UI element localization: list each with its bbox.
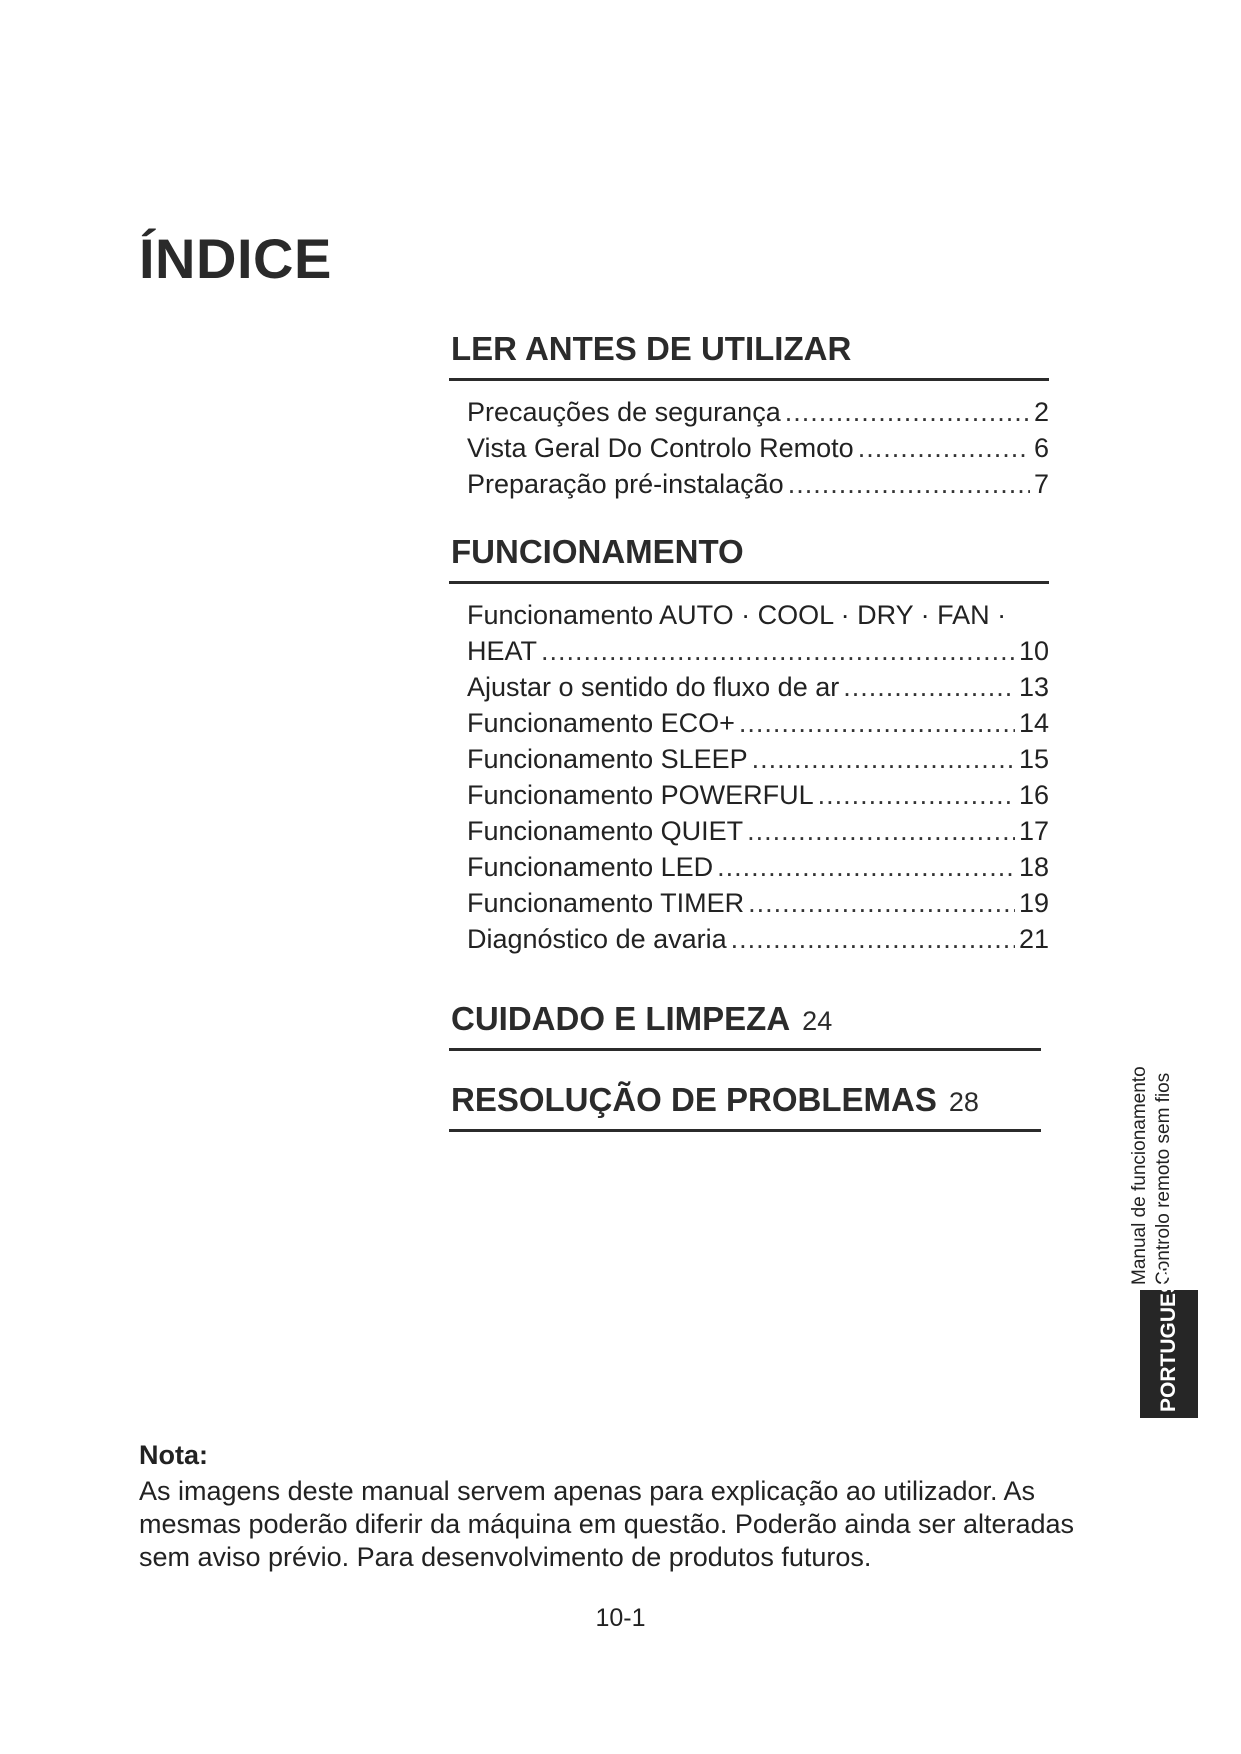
- section-heading: [449, 1000, 1041, 1051]
- toc-entry-label: Funcionamento ECO+: [467, 708, 735, 738]
- note-label: Nota:: [139, 1440, 208, 1470]
- page-title: ÍNDICE: [139, 227, 332, 290]
- toc-entry-page: 17: [1018, 816, 1049, 846]
- dot-leader: [739, 708, 1015, 739]
- toc-entry-label: Vista Geral Do Controlo Remoto: [467, 433, 854, 463]
- section-heading: FUNCIONAMENTO: [449, 533, 1049, 584]
- dot-leader: [731, 924, 1015, 955]
- toc-entry-label: Ajustar o sentido do fluxo de ar: [467, 672, 840, 702]
- toc-entry-label: Funcionamento SLEEP: [467, 744, 748, 774]
- section-heading: LER ANTES DE UTILIZAR: [449, 330, 1049, 381]
- side-manual-label: [1128, 1066, 1198, 1285]
- toc-entry[interactable]: [467, 744, 1049, 780]
- note-text: As imagens deste manual servem apenas para explicação ao utilizador. As mesmas poderão diferir da máquina em questão. Poderão ainda ser alteradas sem aviso prévio. Para desenvolvimento de produtos futuros.: [139, 1476, 1075, 1572]
- language-tab: [1140, 1264, 1198, 1418]
- toc-entry-label: Funcionamento QUIET: [467, 816, 744, 846]
- toc-entry[interactable]: [467, 852, 1049, 888]
- toc-entry-label: Funcionamento LED: [467, 852, 714, 882]
- section-page: 28: [948, 1087, 979, 1117]
- dot-leader: [818, 780, 1015, 811]
- dot-leader: [747, 816, 1015, 847]
- toc-entry-label: HEAT: [467, 636, 538, 666]
- toc-entry-label: Preparação pré-instalação: [467, 469, 784, 499]
- dot-leader: [788, 469, 1030, 500]
- toc-entry-label: Funcionamento POWERFUL: [467, 780, 814, 810]
- toc-entry-label-line: Funcionamento AUTO · COOL · DRY · FAN ·: [467, 600, 1007, 630]
- toc-entry[interactable]: [467, 924, 1049, 960]
- toc-entry-page: 19: [1018, 888, 1049, 918]
- toc-entry[interactable]: [467, 780, 1049, 816]
- toc-entry-label: Funcionamento TIMER: [467, 888, 745, 918]
- dot-leader: [858, 433, 1030, 464]
- toc-entry-page: 15: [1018, 744, 1049, 774]
- dot-leader: [541, 636, 1015, 667]
- toc-entry-page: 10: [1018, 636, 1049, 666]
- section-resolucao-problemas[interactable]: [449, 1081, 1041, 1132]
- toc-entry-page: 21: [1018, 924, 1049, 954]
- toc-entry[interactable]: [467, 888, 1049, 924]
- toc-entry[interactable]: [467, 397, 1049, 433]
- toc-entry-page: 7: [1033, 469, 1049, 499]
- dot-leader: [748, 888, 1015, 919]
- toc-entry-page: 2: [1033, 397, 1049, 427]
- section-page: 24: [802, 1006, 833, 1036]
- language-tab-label: PORTUGUESE: [1157, 1264, 1180, 1412]
- toc-entry-page: 16: [1018, 780, 1049, 810]
- dot-leader: [752, 744, 1015, 775]
- section-heading-text: RESOLUÇÃO DE PROBLEMAS: [451, 1081, 937, 1118]
- section-heading-text: CUIDADO E LIMPEZA: [451, 1000, 791, 1037]
- side-label-line1: Manual de funcionamento: [1129, 1066, 1150, 1285]
- toc-list: [449, 600, 1049, 960]
- toc-entry[interactable]: [467, 469, 1049, 505]
- toc-entry[interactable]: [467, 433, 1049, 469]
- page-number: 10-1: [595, 1604, 646, 1632]
- toc-list: [449, 397, 1049, 505]
- note-block: [139, 1440, 1119, 1574]
- toc-entry-page: 18: [1018, 852, 1049, 882]
- toc-entry[interactable]: [467, 708, 1049, 744]
- section-heading: [449, 1081, 1041, 1132]
- section-funcionamento: [449, 533, 1049, 960]
- toc-entry-page: 6: [1033, 433, 1049, 463]
- toc-entry[interactable]: [467, 816, 1049, 852]
- section-ler-antes: [449, 330, 1049, 505]
- dot-leader: [785, 397, 1030, 428]
- toc-entry-page: 14: [1018, 708, 1049, 738]
- toc-entry-page: 13: [1018, 672, 1049, 702]
- side-label-line2: Controlo remoto sem fios: [1153, 1072, 1174, 1285]
- dot-leader: [717, 852, 1015, 883]
- toc-entry-label: Precauções de segurança: [467, 397, 781, 427]
- toc-entry-label: Diagnóstico de avaria: [467, 924, 727, 954]
- dot-leader: [843, 672, 1015, 703]
- section-cuidado-limpeza[interactable]: [449, 1000, 1041, 1051]
- toc-entry[interactable]: [467, 636, 1049, 672]
- toc-entry[interactable]: [467, 672, 1049, 708]
